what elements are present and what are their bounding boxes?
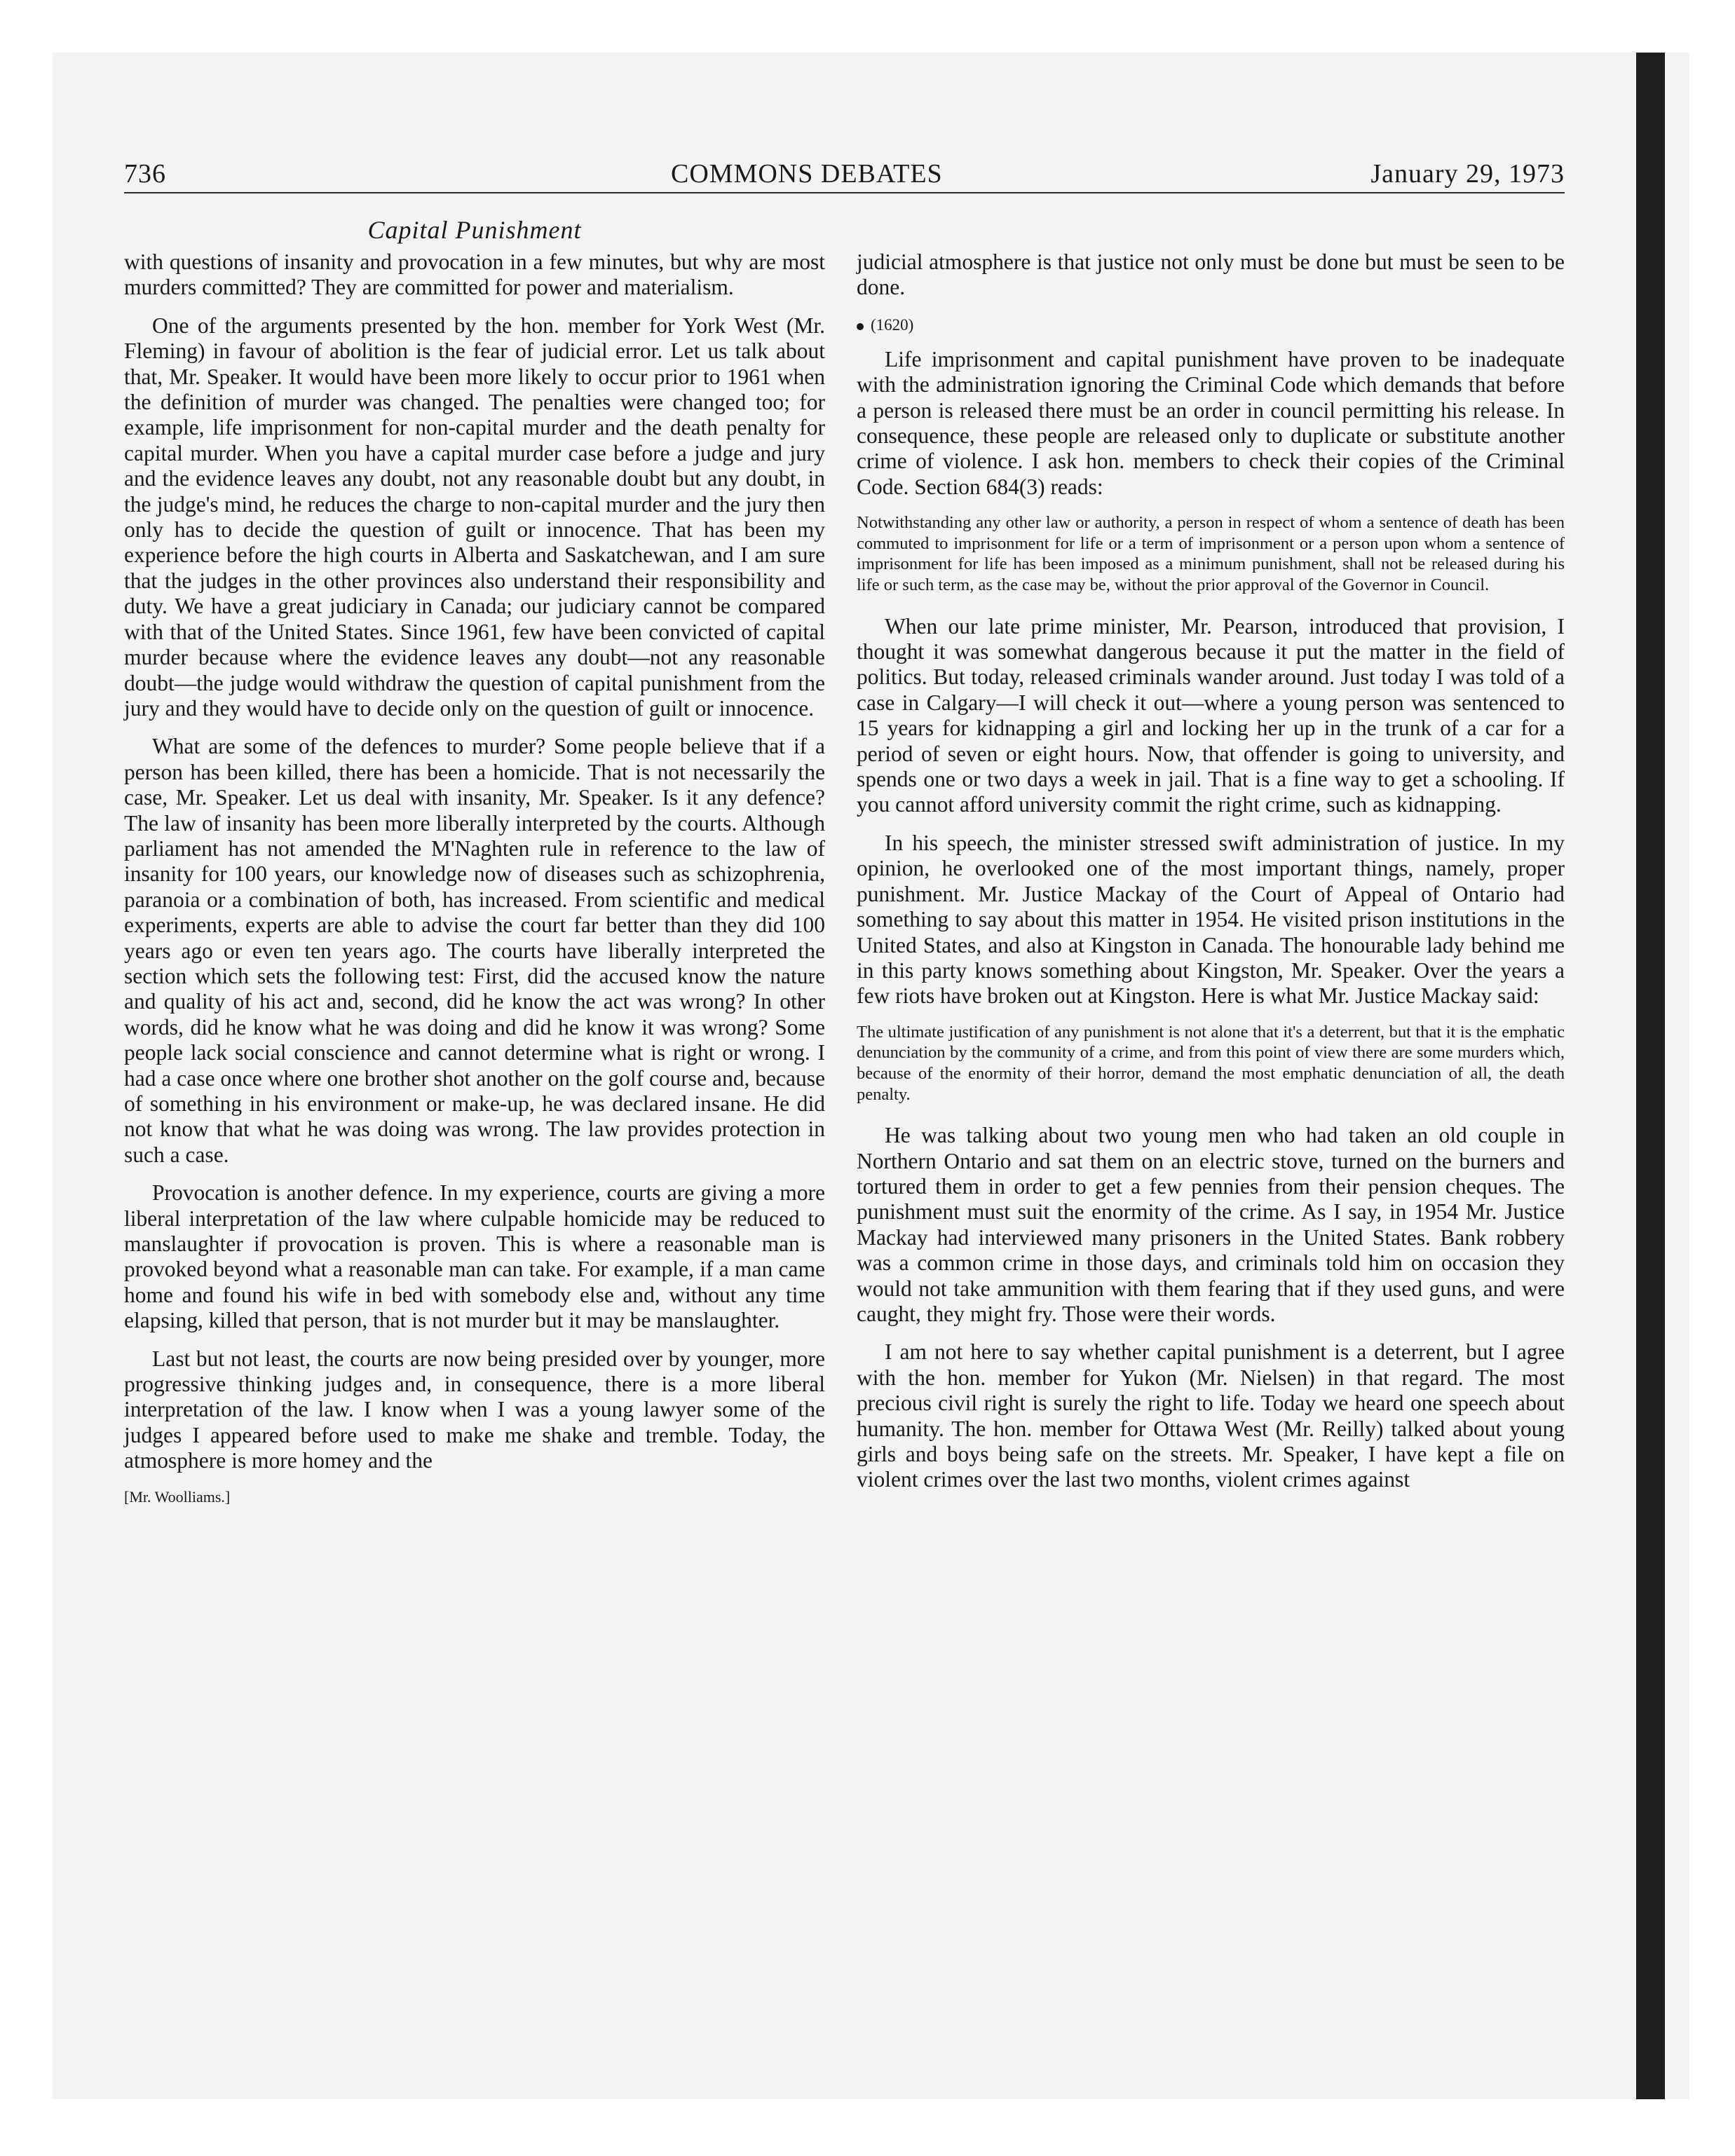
paragraph: with questions of insanity and provocation in a few minutes, but why are most murders committed? They are committed for power and materialism. — [124, 250, 825, 300]
time-marker-label: (1620) — [871, 315, 914, 334]
paragraph: When our late prime minister, Mr. Pearson, introduced that provision, I thought it was somewhat dangerous because it put the matter in the field of politics. But today, released criminals wander around. Just today I was told of a case in Calgary—I will check it out—where a young person was sentenced to 15 years for kidnapping a girl and locking her up in the trunk of a car for a period of seven or eight hours. Now, that offender is going to university, and spends one or two days a week in jail. That is a fine way to get a schooling. If you cannot afford university commit the right crime, such as kidnapping. — [857, 613, 1565, 817]
paragraph: Provocation is another defence. In my experience, courts are giving a more liberal interpretation of the law where culpable homicide may be reduced to manslaughter if provocation is proven. This is where a reasonable man is provoked beyond what a reasonable man can take. For example, if a man came home and found his wife in bed with somebody else and, without any time elapsing, killed that person, that is not murder but it may be manslaughter. — [124, 1180, 825, 1333]
subject-heading: Capital Punishment — [367, 216, 582, 244]
scan-edge-bar — [1636, 53, 1665, 2099]
left-column — [124, 250, 825, 1508]
paragraph: He was talking about two young men who had taken an old couple in Northern Ontario and sat them on an electric stove, turned on the burners and tortured them in order to get a few pennies from their pension cheques. The punishment must suit the enormity of the crime. As I say, in 1954 Mr. Justice Mackay had interviewed many prisoners in the United States. Bank robbery was a common crime in those days, and criminals told him on occasion they would not take ammunition with them fearing that if they used guns, and were caught, they might fry. Those were their words. — [857, 1123, 1565, 1326]
publication-title: COMMONS DEBATES — [671, 159, 943, 189]
page-number: 736 — [124, 159, 166, 189]
paragraph: What are some of the defences to murder? Some people believe that if a person has been killed, there has been a homicide. That is not necessarily the case, Mr. Speaker. Let us deal with insanity, Mr. Speaker. Is it any defence? The law of insanity has been more liberally interpreted by the courts. Although parliament has not amended the M'Naghten rule in reference to the law of insanity for 100 years, our knowledge now of diseases such as schizophrenia, paranoia or a combination of both, has increased. From scientific and medical experiments, experts are able to advise the court far better than they did 100 years ago or even ten years ago. The courts have liberally interpreted the section which sets the following test: First, did the accused know the nature and quality of his act and, second, did he know the act was wrong? In other words, did he know what he was doing and did he know it was wrong? Some people lack social conscience and cannot determine what is right or wrong. I had a case once where one brother shot another on the golf course and, because of something in his environment or make-up, he was declared insane. He did not know that what he was doing was wrong. The law provides protection in such a case. — [124, 734, 825, 1167]
page-date: January 29, 1973 — [1370, 159, 1565, 189]
paragraph: I am not here to say whether capital punishment is a deterrent, but I agree with the hon. member for Yukon (Mr. Nielsen) in that regard. The most precious civil right is surely the right to life. Today we heard one speech about humanity. The hon. member for Ottawa West (Mr. Reilly) talked about young girls and boys being safe on the streets. Mr. Speaker, I have kept a file on violent crimes over the last two months, violent crimes against — [857, 1339, 1565, 1492]
right-column — [857, 250, 1565, 1506]
block-quote: The ultimate justification of any punishment is not alone that it's a deterrent, but that it is the emphatic denunciation by the community of a crime, and from this point of view there are some murders which, because of the enormity of their horror, demand the most emphatic denunciation of all, the death penalty. — [857, 1022, 1565, 1104]
speaker-note: [Mr. Woolliams.] — [124, 1487, 231, 1506]
paragraph: Last but not least, the courts are now being presided over by younger, more progressive thinking judges and, in consequence, there is a more liberal interpretation of the law. I know when I was a young lawyer some of the judges I appeared before used to make me shake and tremble. Today, the atmosphere is more homey and the — [124, 1346, 825, 1473]
paragraph: One of the arguments presented by the hon. member for York West (Mr. Fleming) in favour of abolition is the fear of judicial error. Let us talk about that, Mr. Speaker. It would have been more likely to occur prior to 1961 when the definition of murder was changed. The penalties were changed too; for example, life imprisonment for non-capital murder and the death penalty for capital murder. When you have a capital murder case before a judge and jury and the evidence leaves any doubt, not any reasonable doubt but any doubt, in the judge's mind, he reduces the charge to non-capital murder and the jury then only has to decide the question of guilt or innocence. That has been my experience before the high courts in Alberta and Saskatchewan, and I am sure that the judges in the other provinces also understand their responsibility and duty. We have a great judiciary in Canada; our judiciary cannot be compared with that of the United States. Since 1961, few have been convicted of capital murder because where the evidence leaves any doubt—not any reasonable doubt—the judge would withdraw the question of capital punishment from the jury and they would have to decide only on the question of guilt or innocence. — [124, 313, 825, 721]
time-marker — [857, 313, 1565, 337]
bullet-icon — [857, 323, 864, 330]
paragraph: judicial atmosphere is that justice not only must be done but must be seen to be done. — [857, 250, 1565, 300]
block-quote: Notwithstanding any other law or authority, a person in respect of whom a sentence of death has been commuted to imprisonment for life or a term of imprisonment or a person upon whom a sentence of imprisonment for life has been imposed as a minimum punishment, shall not be released during his life or such term, as the case may be, without the prior approval of the Governor in Council. — [857, 513, 1565, 595]
page-header — [124, 156, 1565, 193]
paragraph: Life imprisonment and capital punishment have proven to be inadequate with the administration ignoring the Criminal Code which demands that before a person is released there must be an order in council permitting his release. In consequence, these people are released only to duplicate or substitute another crime of violence. I ask hon. members to check their copies of the Criminal Code. Section 684(3) reads: — [857, 346, 1565, 499]
paragraph: In his speech, the minister stressed swift administration of justice. In my opinion, he overlooked one of the most important things, namely, proper punishment. Mr. Justice Mackay of the Court of Appeal of Ontario had something to say about this matter in 1954. He visited prison institutions in the United States, and also at Kingston in Canada. The honourable lady behind me in this party knows something about Kingston, Mr. Speaker. Over the years a few riots have broken out at Kingston. Here is what Mr. Justice Mackay said: — [857, 830, 1565, 1009]
